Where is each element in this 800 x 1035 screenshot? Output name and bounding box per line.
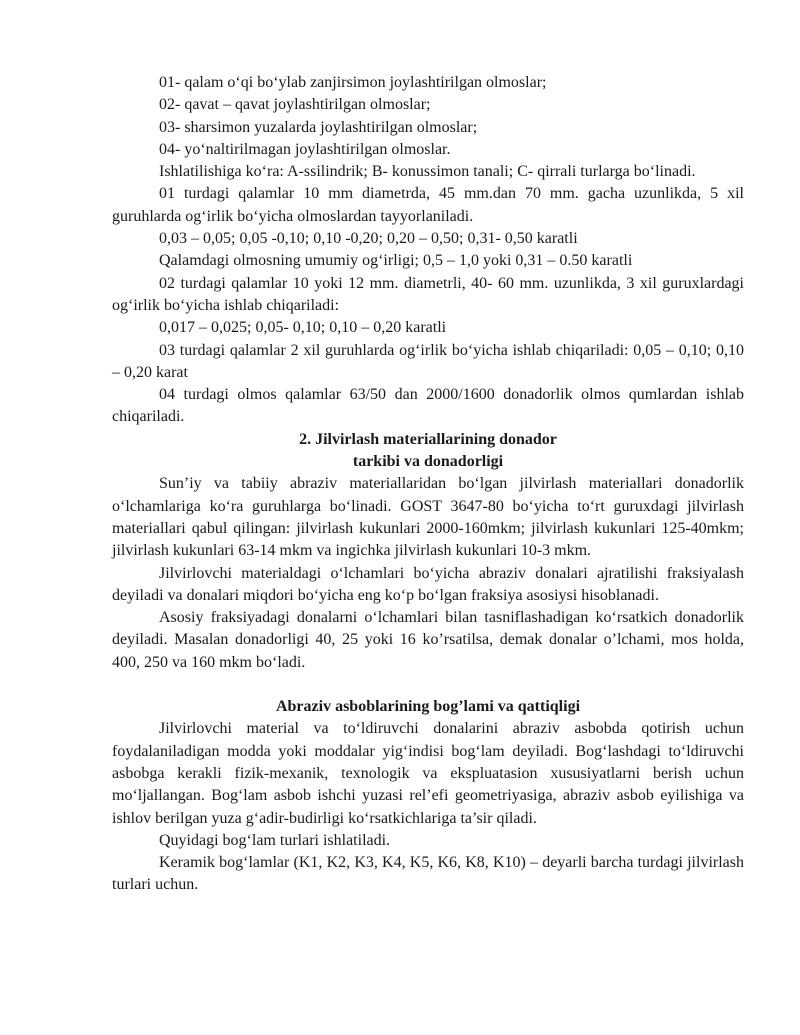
section-heading-line-2: tarkibi va donadorligi	[352, 453, 504, 471]
subsection-heading: Abraziv asboblarining bog’lami va qattiqligi	[275, 698, 581, 716]
paragraph-bond-types-intro: Quyidagi bog‘lam turlari ishlatiladi.	[159, 831, 391, 849]
list-item: 03- sharsimon yuzalarda joylashtirilgan olmoslar;	[159, 118, 478, 136]
paragraph-grain-size: Asosiy fraksiyadagi donalarni o‘lchamlari bilan tasniflashadigan ko‘rsatkich donadorlik deyiladi. Masalan donadorligi 40, 25 yoki 16 ko’rsatilsa, demak donalar o’lchami, mos holda, 400, 250 va 160 mkm bo‘ladi.	[112, 609, 744, 671]
paragraph-type-02-sizes: 0,017 – 0,025; 0,05- 0,10; 0,10 – 0,20 karatli	[159, 319, 447, 337]
paragraph-bond-definition: Jilvirlovchi material va to‘ldiruvchi donalarini abraziv asbobda qotirish uchun foydalaniladigan modda yoki moddalar yig‘indisi bog‘lam deyiladi. Bog‘lashdagi to‘ldiruvchi asbobga kerakli fizik-mexanik, texnologik va ekspluatasion xususiyatlarni berish uchun mo‘ljallangan. Bog‘lam asbob ishchi yuzasi rel’efi geometriyasiga, abraziv asbob eyilishiga va ishlov berilgan yuza g‘adir-budirligi ko‘rsatkichlariga ta’sir qiladi.	[112, 720, 744, 827]
paragraph-shape: Ishlatilishiga ko‘ra: A-ssilindrik; B- konussimon tanali; C- qirrali turlarga bo‘linadi.	[159, 163, 696, 181]
paragraph-fractioning: Jilvirlovchi materialdagi o‘lchamlari bo‘yicha abraziv donalari ajratilishi fraksiyalash deyiladi va donalari miqdori bo‘yicha eng ko‘p bo‘lgan fraksiya asosiysi hisoblanadi.	[112, 564, 744, 604]
paragraph-type-01-sizes: 0,03 – 0,05; 0,05 -0,10; 0,10 -0,20; 0,20 – 0,50; 0,31- 0,50 karatli	[159, 230, 578, 248]
paragraph-type-03: 03 turdagi qalamlar 2 xil guruhlarda og‘irlik bo‘yicha ishlab chiqariladi: 0,05 – 0,10; 0,10 – 0,20 karat	[112, 341, 744, 381]
document-page	[112, 72, 744, 897]
section-heading-line-1: 2. Jilvirlash materiallarining donador	[299, 430, 557, 448]
paragraph-ceramic-bond: Keramik bog‘lamlar (K1, K2, K3, K4, K5, K6, K8, K10) – deyarli barcha turdagi jilvirlash turlari uchun.	[112, 854, 744, 894]
paragraph-grain-groups: Sun’iy va tabiiy abraziv materiallaridan bo‘lgan jilvirlash materiallari donadorlik o‘lchamlariga ko‘ra guruhlarga bo‘linadi. GOST 3647-80 bo‘yicha to‘rt guruxdagi jilvirlash materiallari qabul qilingan: jilvirlash kukunlari 2000-160mkm; jilvirlash kukunlari 125-40mkm; jilvirlash kukunlari 63-14 mkm va ingichka jilvirlash kukunlari 10-3 mkm.	[112, 475, 744, 560]
list-item: 01- qalam o‘qi bo‘ylab zanjirsimon joylashtirilgan olmoslar;	[159, 74, 547, 91]
paragraph-type-02: 02 turdagi qalamlar 10 yoki 12 mm. diametrli, 40- 60 mm. uzunlikda, 3 xil guruxlardagi og‘irlik bo‘yicha ishlab chiqariladi:	[112, 274, 744, 314]
paragraph-type-01: 01 turdagi qalamlar 10 mm diametrda, 45 mm.dan 70 mm. gacha uzunlikda, 5 xil guruhlarda og‘irlik bo‘yicha olmoslardan tayyorlaniladi.	[112, 185, 744, 225]
list-item: 02- qavat – qavat joylashtirilgan olmoslar;	[159, 96, 431, 114]
paragraph-type-04: 04 turdagi olmos qalamlar 63/50 dan 2000/1600 donadorlik olmos qumlardan ishlab chiqariladi.	[112, 386, 744, 426]
spacer	[112, 674, 744, 696]
paragraph-total-weight: Qalamdagi olmosning umumiy og‘irligi; 0,5 – 1,0 yoki 0,31 – 0.50 karatli	[159, 252, 633, 270]
list-item: 04- yo‘naltirilmagan joylashtirilgan olmoslar.	[159, 140, 451, 158]
